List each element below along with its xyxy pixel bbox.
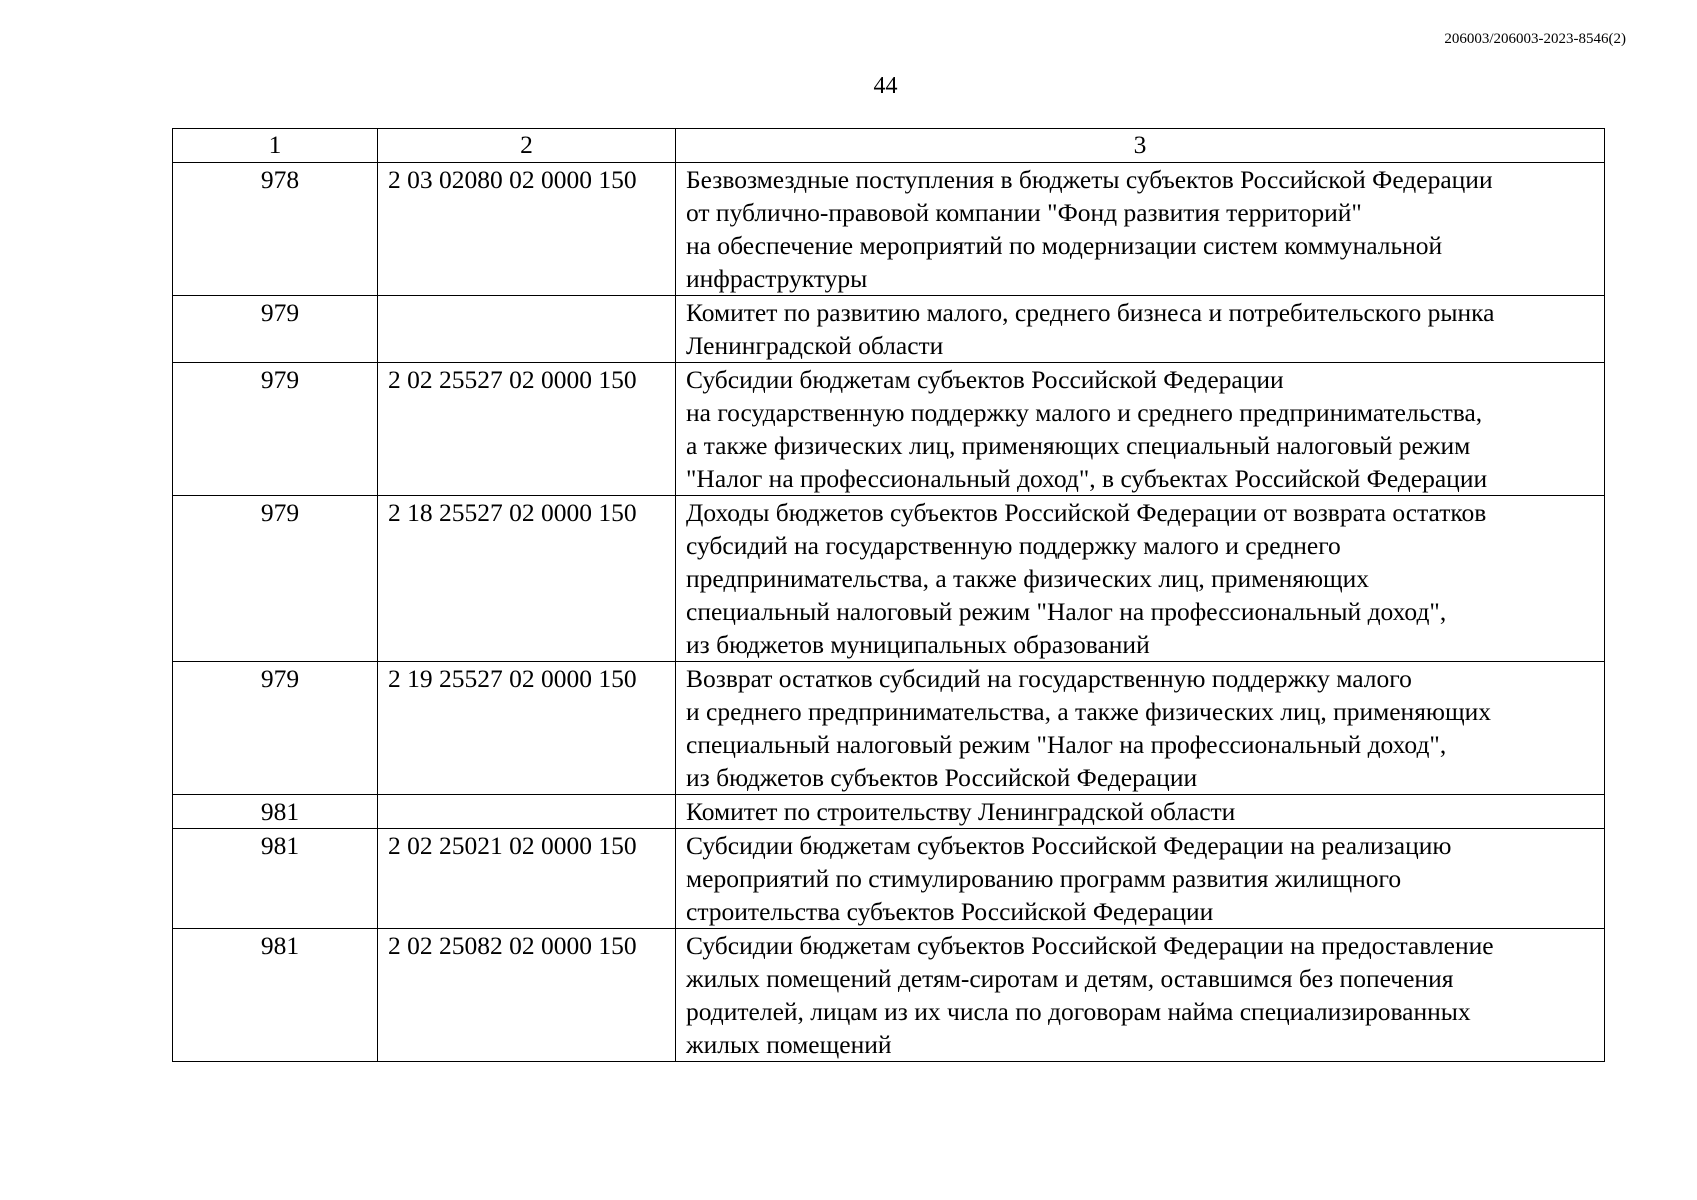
admin-code-cell: 981: [173, 929, 378, 1062]
revenue-name-line: "Налог на профессиональный доход", в субъектах Российской Федерации: [686, 464, 1488, 493]
revenue-name-line: Субсидии бюджетам субъектов Российской Федерации на реализацию: [686, 831, 1452, 860]
table-row: [173, 662, 1605, 795]
revenue-name-line: предпринимательства, а также физических лиц, применяющих: [686, 564, 1370, 593]
revenue-name-cell: [676, 662, 1605, 795]
revenue-name-cell: [676, 929, 1605, 1062]
revenue-code-cell: 2 03 02080 02 0000 150: [378, 163, 676, 296]
revenue-name-cell: [676, 163, 1605, 296]
revenue-code-cell: 2 02 25082 02 0000 150: [378, 929, 676, 1062]
revenue-name-line: из бюджетов субъектов Российской Федерации: [686, 763, 1198, 792]
admin-code-cell: 979: [173, 496, 378, 662]
revenue-name-line: Субсидии бюджетам субъектов Российской Федерации на предоставление: [686, 931, 1494, 960]
table-row: [173, 496, 1605, 662]
revenue-name-line: жилых помещений: [686, 1030, 892, 1059]
column-header-2: 2: [378, 129, 676, 163]
revenue-name-line: а также физических лиц, применяющих специальный налоговый режим: [686, 431, 1471, 460]
column-header-3: 3: [676, 129, 1605, 163]
admin-code-cell: 979: [173, 363, 378, 496]
revenue-name-cell: [676, 296, 1605, 363]
column-header-1: 1: [173, 129, 378, 163]
revenue-name-line: Ленинградской области: [686, 331, 944, 360]
revenue-name-line: на государственную поддержку малого и среднего предпринимательства,: [686, 398, 1483, 427]
revenue-code-cell: 2 18 25527 02 0000 150: [378, 496, 676, 662]
revenue-name-line: специальный налоговый режим "Налог на профессиональный доход",: [686, 597, 1447, 626]
revenue-code-cell: 2 19 25527 02 0000 150: [378, 662, 676, 795]
revenue-name-line: из бюджетов муниципальных образований: [686, 630, 1150, 659]
revenue-name-line: Возврат остатков субсидий на государственную поддержку малого: [686, 664, 1412, 693]
table-row: [173, 829, 1605, 929]
revenue-name-line: Комитет по развитию малого, среднего бизнеса и потребительского рынка: [686, 298, 1495, 327]
revenue-name-line: Субсидии бюджетам субъектов Российской Федерации: [686, 365, 1284, 394]
revenue-name-cell: [676, 496, 1605, 662]
admin-code-cell: 981: [173, 795, 378, 829]
revenue-name-line: на обеспечение мероприятий по модернизации систем коммунальной: [686, 231, 1443, 260]
revenue-name-line: инфраструктуры: [686, 264, 868, 293]
table-header-row: [173, 129, 1605, 163]
revenue-name-line: родителей, лицам из их числа по договорам найма специализированных: [686, 997, 1471, 1026]
document-id: 206003/206003-2023-8546(2): [1444, 31, 1626, 47]
revenue-code-cell: [378, 795, 676, 829]
revenue-name-cell: [676, 363, 1605, 496]
admin-code-cell: 979: [173, 662, 378, 795]
table-row: [173, 363, 1605, 496]
revenue-name-line: жилых помещений детям-сиротам и детям, оставшимся без попечения: [686, 964, 1454, 993]
revenue-name-cell: [676, 795, 1605, 829]
revenue-name-line: субсидий на государственную поддержку малого и среднего: [686, 531, 1341, 560]
revenue-name-line: специальный налоговый режим "Налог на профессиональный доход",: [686, 730, 1447, 759]
revenue-name-line: от публично-правовой компании "Фонд развития территорий": [686, 198, 1362, 227]
page-number: 44: [873, 73, 898, 99]
revenue-code-cell: 2 02 25527 02 0000 150: [378, 363, 676, 496]
table-row: [173, 296, 1605, 363]
revenue-name-line: Безвозмездные поступления в бюджеты субъектов Российской Федерации: [686, 165, 1493, 194]
admin-code-cell: 978: [173, 163, 378, 296]
revenue-name-cell: [676, 829, 1605, 929]
revenue-name-line: Доходы бюджетов субъектов Российской Федерации от возврата остатков: [686, 498, 1487, 527]
table-row: [173, 795, 1605, 829]
table-body: [173, 163, 1605, 1062]
revenue-name-line: строительства субъектов Российской Федерации: [686, 897, 1214, 926]
revenue-table: [172, 128, 1605, 1062]
revenue-name-line: Комитет по строительству Ленинградской области: [686, 797, 1236, 826]
revenue-name-line: и среднего предпринимательства, а также физических лиц, применяющих: [686, 697, 1492, 726]
revenue-code-cell: 2 02 25021 02 0000 150: [378, 829, 676, 929]
revenue-code-cell: [378, 296, 676, 363]
table-row: [173, 929, 1605, 1062]
admin-code-cell: 981: [173, 829, 378, 929]
admin-code-cell: 979: [173, 296, 378, 363]
revenue-name-line: мероприятий по стимулированию программ развития жилищного: [686, 864, 1402, 893]
table-row: [173, 163, 1605, 296]
